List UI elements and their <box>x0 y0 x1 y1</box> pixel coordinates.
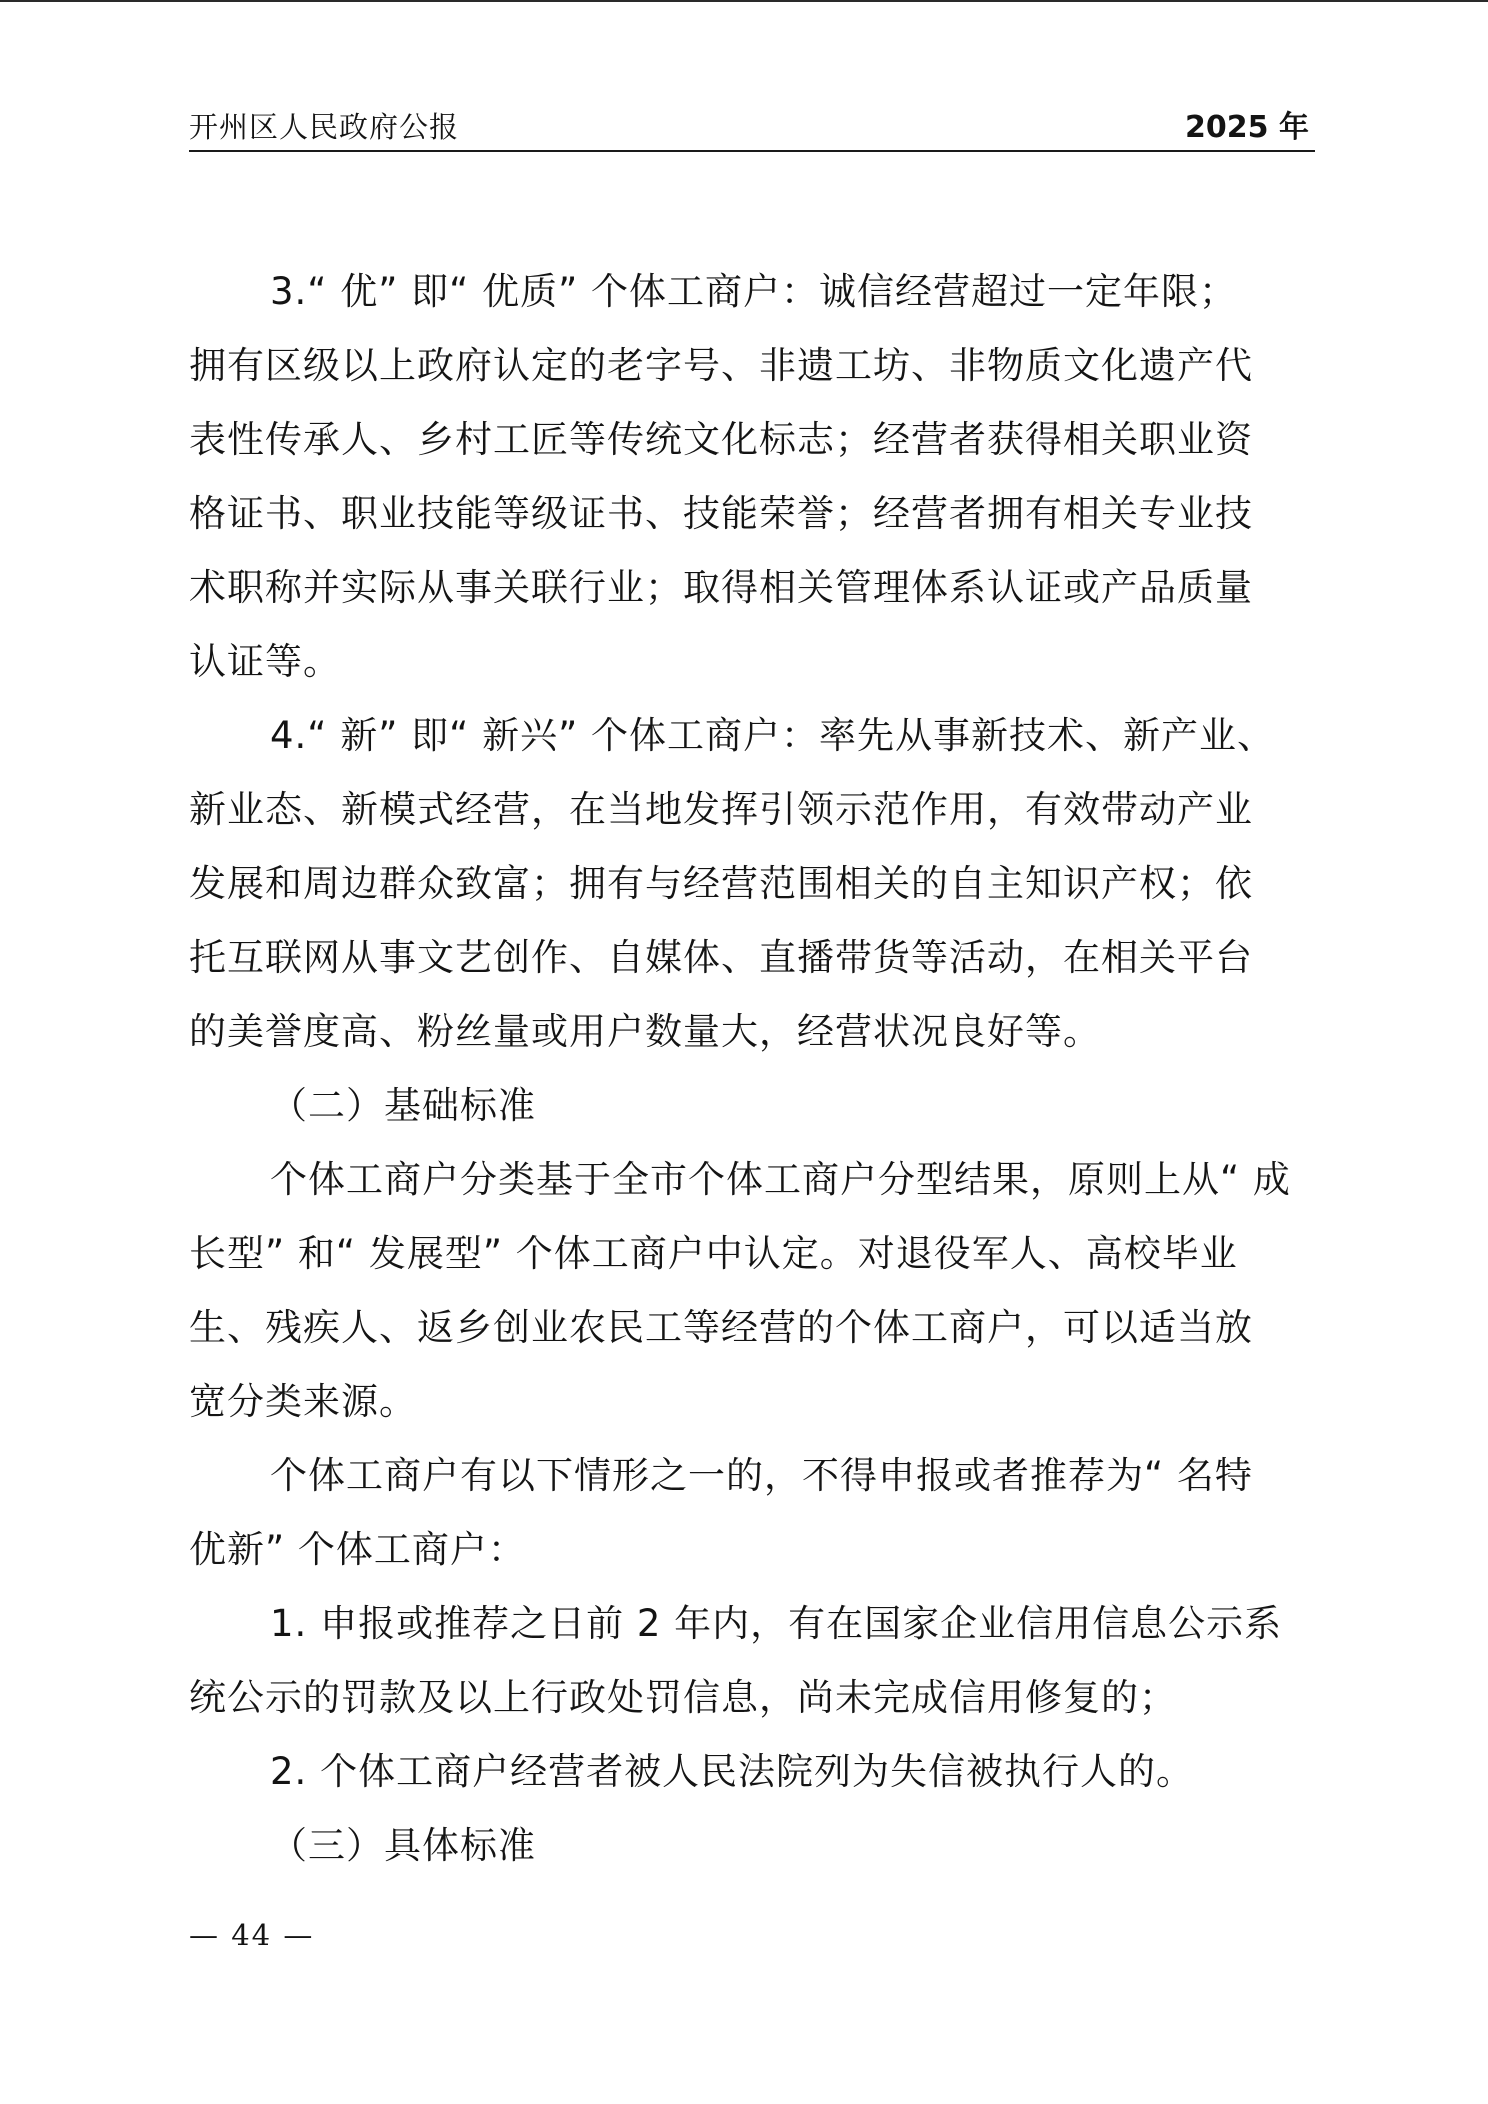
page-top-border <box>0 0 1488 2</box>
text-line: 的美誉度高、粉丝量或用户数量大，经营状况良好等。 <box>189 1010 1101 1053</box>
text-line: （二）基础标准 <box>270 1084 536 1127</box>
text-line: 2. 个体工商户经营者被人民法院列为失信被执行人的。 <box>270 1750 1195 1793</box>
text-line: 个体工商户分类基于全市个体工商户分型结果，原则上从“ 成 <box>270 1158 1291 1201</box>
text-line: 4.“ 新” 即“ 新兴” 个体工商户：率先从事新技术、新产业、 <box>270 714 1276 757</box>
text-line: 宽分类来源。 <box>189 1380 417 1423</box>
text-line: 长型” 和“ 发展型” 个体工商户中认定。对退役军人、高校毕业 <box>189 1232 1238 1275</box>
text-line: 个体工商户有以下情形之一的，不得申报或者推荐为“ 名特 <box>270 1454 1253 1497</box>
text-line: 发展和周边群众致富；拥有与经营范围相关的自主知识产权；依 <box>189 862 1253 905</box>
text-line: 优新” 个体工商户： <box>189 1528 526 1571</box>
text-line: 表性传承人、乡村工匠等传统文化标志；经营者获得相关职业资 <box>189 418 1253 461</box>
text-line: 拥有区级以上政府认定的老字号、非遗工坊、非物质文化遗产代 <box>189 344 1253 387</box>
text-line: 认证等。 <box>189 640 341 683</box>
page-number: — 44 — <box>189 1918 315 1952</box>
text-line: 统公示的罚款及以上行政处罚信息，尚未完成信用修复的； <box>189 1676 1177 1719</box>
text-line: 新业态、新模式经营，在当地发挥引领示范作用，有效带动产业 <box>189 788 1253 831</box>
text-line: 1. 申报或推荐之日前 2 年内，有在国家企业信用信息公示系 <box>270 1602 1283 1645</box>
document-body <box>189 255 1315 1883</box>
text-line: 术职称并实际从事关联行业；取得相关管理体系认证或产品质量 <box>189 566 1253 609</box>
publication-year: 2025 年 <box>1185 110 1309 145</box>
text-line: 3.“ 优” 即“ 优质” 个体工商户：诚信经营超过一定年限； <box>270 270 1238 313</box>
text-line: 格证书、职业技能等级证书、技能荣誉；经营者拥有相关专业技 <box>189 492 1253 535</box>
text-line: 托互联网从事文艺创作、自媒体、直播带货等活动，在相关平台 <box>189 936 1253 979</box>
text-line: 生、残疾人、返乡创业农民工等经营的个体工商户，可以适当放 <box>189 1306 1253 1349</box>
publication-title: 开州区人民政府公报 <box>189 110 460 144</box>
page-header <box>189 108 1315 152</box>
text-line: （三）具体标准 <box>270 1824 536 1867</box>
